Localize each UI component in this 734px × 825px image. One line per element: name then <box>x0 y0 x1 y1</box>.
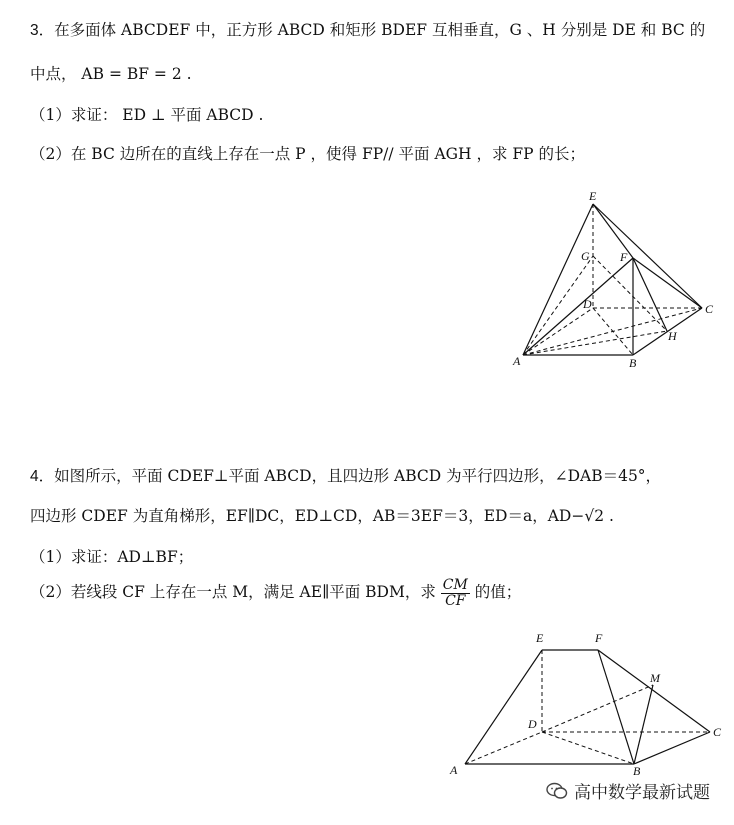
problem4-intro-line1 <box>30 464 661 486</box>
problem3-figure <box>505 190 725 375</box>
problem4-intro-text-1: 如图所示，平面 CDEF⊥平面 ABCD，且四边形 ABCD 为平行四边形，∠DAB＝45°， <box>54 467 662 485</box>
watermark-text: 高中数学最新试题 <box>574 783 710 803</box>
label-C: C <box>713 725 722 739</box>
problem3-intro-line1 <box>30 18 705 40</box>
label-D: D <box>528 717 537 731</box>
label-F: F <box>595 631 603 645</box>
label-M: M <box>650 671 660 685</box>
label-B: B <box>629 356 637 370</box>
edge-BC <box>634 732 710 764</box>
edge-EA <box>465 650 542 764</box>
problem4-part2-text-b: 的值； <box>474 583 522 602</box>
wechat-icon <box>546 782 568 800</box>
problem4-part1: （1）求证：AD⊥BF； <box>30 548 194 566</box>
edge-EC <box>593 204 702 308</box>
label-B: B <box>633 764 641 778</box>
label-A: A <box>513 354 521 368</box>
edge-AH <box>523 331 667 355</box>
edge-AD <box>465 732 542 764</box>
sqrt-two: √2 <box>584 507 605 525</box>
edge-GH <box>593 256 667 331</box>
problem4-part2-text-a: （2）若线段 CF 上存在一点 M，满足 AE∥平面 BDM，求 <box>30 583 436 602</box>
problem4-intro-end: . <box>604 507 614 525</box>
problem4-number: 4． <box>30 468 55 485</box>
edge-FB <box>598 650 634 764</box>
edge-EA <box>523 204 593 355</box>
label-E: E <box>536 631 544 645</box>
label-D: D <box>583 297 592 311</box>
fraction-numerator: CM <box>442 577 468 593</box>
problem3-intro-text-1: 在多面体 ABCDEF 中，正方形 ABCD 和矩形 BDEF 互相垂直，G 、H 分别是 DE 和 BC 的 <box>54 21 706 39</box>
problem4-part2 <box>30 578 521 608</box>
edge-MB <box>634 685 653 764</box>
problem4-figure <box>448 628 728 778</box>
label-E: E <box>589 189 597 203</box>
label-G: G <box>581 249 590 263</box>
edge-FC <box>598 650 710 732</box>
problem3-number: 3． <box>30 22 55 39</box>
label-F: F <box>620 250 628 264</box>
edge-DB <box>542 732 634 764</box>
label-H: H <box>668 329 677 343</box>
problem3-part1: （1）求证： ED ⊥ 平面 ABCD . <box>30 106 264 124</box>
fraction-denominator: CF <box>445 592 466 609</box>
cm-over-cf-fraction <box>441 578 470 608</box>
label-C: C <box>705 302 714 316</box>
problem4-intro-line2 <box>30 504 614 526</box>
label-A: A <box>450 763 458 777</box>
watermark <box>546 778 710 803</box>
edge-DM <box>542 685 653 732</box>
problem3-part2: （2）在 BC 边所在的直线上存在一点 P ，使得 FP// 平面 AGH ，求 FP 的长； <box>30 145 586 163</box>
problem3-intro-line2: 中点， AB = BF = 2 . <box>30 65 192 83</box>
edge-FC <box>633 258 702 308</box>
problem4-intro-text-2: 四边形 CDEF 为直角梯形，EF∥DC，ED⊥CD，AB＝3EF＝3，ED＝a，AD− <box>30 507 585 525</box>
